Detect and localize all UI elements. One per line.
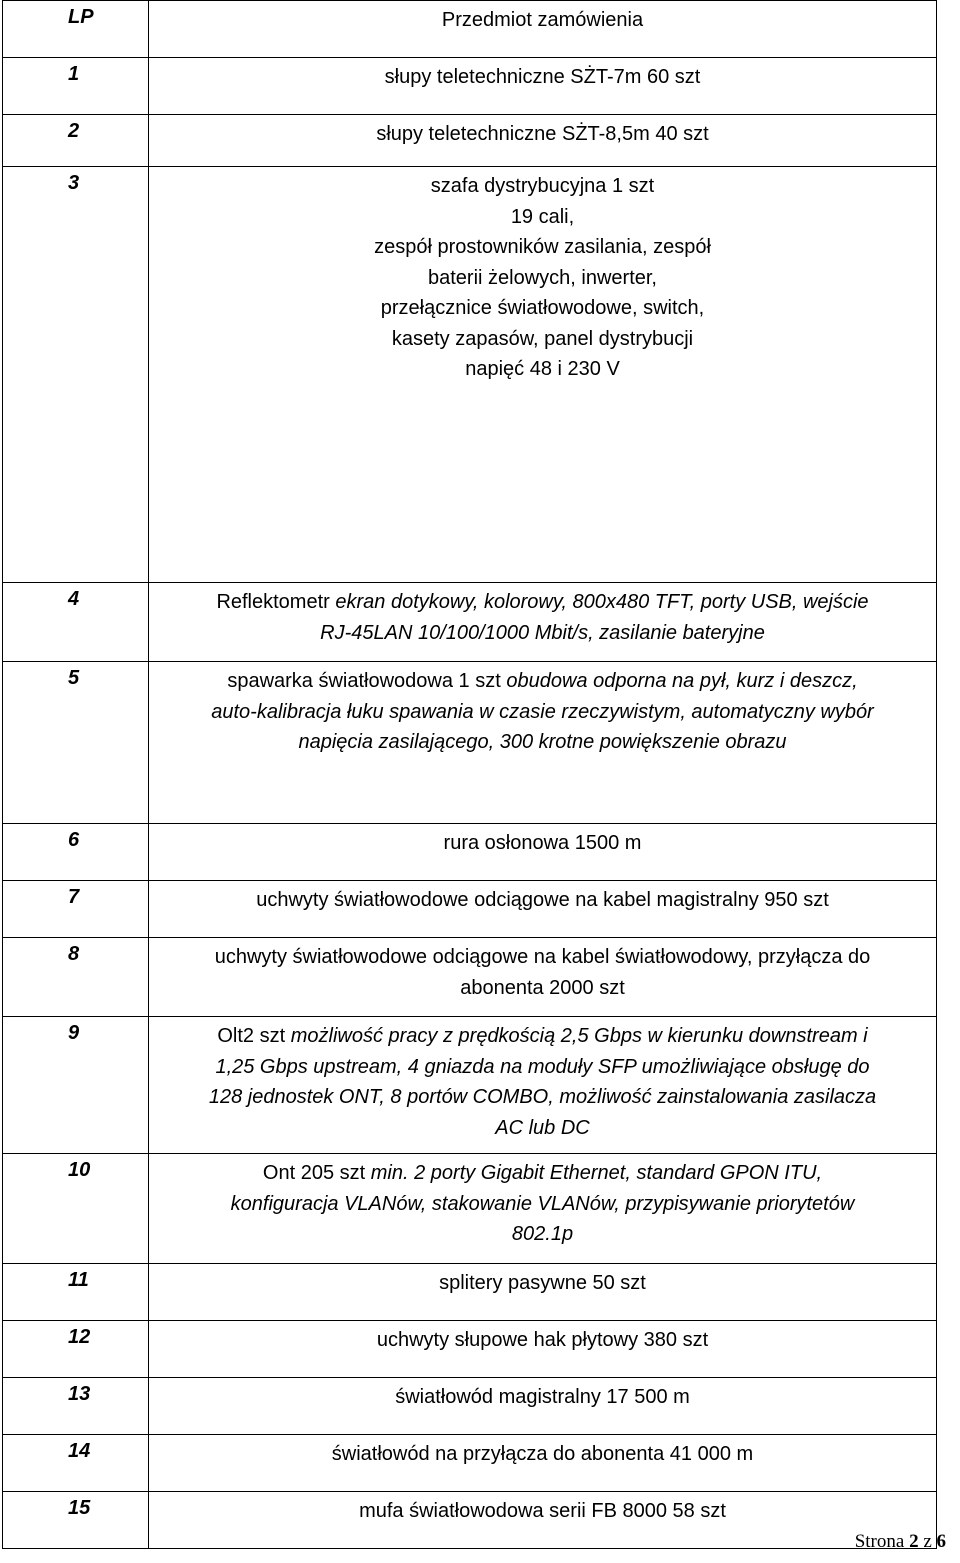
row-description bbox=[149, 115, 937, 167]
line-text: Ont 205 szt bbox=[262, 1162, 371, 1184]
table-row bbox=[3, 881, 937, 938]
row-number: 4 bbox=[3, 583, 149, 662]
line-text-italic: RJ-45LAN 10/100/1000 Mbit/s, zasilanie bateryjne bbox=[320, 621, 765, 644]
line-text-italic: napięcia zasilającego, 300 krotne powiększenie obrazu bbox=[298, 731, 787, 753]
description-line bbox=[155, 324, 930, 355]
row-description bbox=[149, 881, 937, 938]
description-line bbox=[155, 1021, 930, 1052]
row-number: 7 bbox=[3, 881, 149, 938]
row-description bbox=[149, 1492, 937, 1549]
table-row bbox=[3, 1492, 937, 1549]
order-items-table bbox=[2, 0, 937, 1549]
description-line bbox=[155, 885, 930, 916]
table-row bbox=[3, 824, 937, 881]
line-text: słupy teletechniczne SŻT-8,5m 40 szt bbox=[376, 123, 709, 145]
lp-header: LP bbox=[3, 1, 149, 58]
table-row bbox=[3, 1017, 937, 1154]
row-description bbox=[149, 167, 937, 583]
item-header: Przedmiot zamówienia bbox=[149, 1, 937, 58]
line-text: słupy teletechniczne SŻT-7m 60 szt bbox=[384, 66, 701, 88]
line-text: szafa dystrybucyjna 1 szt bbox=[430, 175, 655, 197]
description-line bbox=[155, 202, 930, 233]
line-text: światłowód magistralny 17 500 m bbox=[395, 1386, 690, 1408]
line-text: spawarka światłowodowa 1 szt bbox=[227, 670, 507, 692]
line-text: kasety zapasów, panel dystrybucji bbox=[391, 327, 694, 350]
line-text: abonenta 2000 szt bbox=[460, 976, 625, 999]
row-description bbox=[149, 1264, 937, 1321]
description-line bbox=[155, 232, 930, 263]
row-number: 8 bbox=[3, 938, 149, 1017]
description-line bbox=[155, 666, 930, 697]
description-line bbox=[155, 263, 930, 294]
description-line bbox=[155, 697, 930, 728]
table-row bbox=[3, 938, 937, 1017]
line-text: splitery pasywne 50 szt bbox=[439, 1272, 646, 1294]
row-number: 13 bbox=[3, 1378, 149, 1435]
page-sep: z bbox=[918, 1531, 937, 1552]
table-row bbox=[3, 1435, 937, 1492]
row-description bbox=[149, 583, 937, 662]
line-text-italic: konfiguracja VLANów, stakowanie VLANów, przypisywanie priorytetów bbox=[230, 1192, 855, 1215]
row-description bbox=[149, 662, 937, 824]
description-line bbox=[155, 1082, 930, 1113]
row-number: 1 bbox=[3, 58, 149, 115]
description-line bbox=[155, 1219, 930, 1250]
line-text-italic: 128 jednostek ONT, 8 portów COMBO, możliwość zainstalowania zasilacza bbox=[208, 1086, 877, 1108]
description-line bbox=[155, 1158, 930, 1189]
line-text: uchwyty słupowe hak płytowy 380 szt bbox=[376, 1329, 709, 1351]
description-line bbox=[155, 293, 930, 324]
line-text: uchwyty światłowodowe odciągowe na kabel światłowodowy, przyłącza do bbox=[214, 946, 871, 968]
line-text-italic: możliwość pracy z prędkością 2,5 Gbps w kierunku downstream i bbox=[290, 1025, 868, 1047]
row-description bbox=[149, 58, 937, 115]
description-line bbox=[155, 587, 930, 618]
page-total: 6 bbox=[936, 1531, 946, 1552]
description-line bbox=[155, 828, 930, 859]
description-line bbox=[155, 1052, 930, 1083]
description-line bbox=[155, 973, 930, 1004]
line-text: baterii żelowych, inwerter, bbox=[428, 266, 657, 289]
line-text: 19 cali, bbox=[510, 205, 575, 228]
row-number: 11 bbox=[3, 1264, 149, 1321]
line-text-italic: ekran dotykowy, kolorowy, 800x480 TFT, porty USB, wejście bbox=[335, 591, 869, 613]
description-line bbox=[155, 727, 930, 758]
line-text-italic: min. 2 porty Gigabit Ethernet, standard GPON ITU, bbox=[370, 1162, 823, 1184]
line-text: napięć 48 i 230 V bbox=[465, 358, 620, 380]
table-row bbox=[3, 1264, 937, 1321]
line-text-italic: 1,25 Gbps upstream, 4 gniazda na moduły SFP umożliwiające obsługę do bbox=[215, 1055, 870, 1078]
page-prefix: Strona bbox=[854, 1531, 910, 1552]
table-row bbox=[3, 583, 937, 662]
line-text: rura osłonowa 1500 m bbox=[443, 832, 642, 854]
description-line bbox=[155, 1113, 930, 1144]
table-row bbox=[3, 1154, 937, 1264]
row-number: 9 bbox=[3, 1017, 149, 1154]
row-description bbox=[149, 1154, 937, 1264]
line-text: zespół prostowników zasilania, zespół bbox=[374, 236, 711, 258]
row-number: 5 bbox=[3, 662, 149, 824]
table-row bbox=[3, 662, 937, 824]
description-line bbox=[155, 1439, 930, 1470]
row-number: 2 bbox=[3, 115, 149, 167]
description-line bbox=[155, 62, 930, 93]
table-row bbox=[3, 58, 937, 115]
page-number bbox=[855, 1531, 946, 1553]
row-description bbox=[149, 824, 937, 881]
description-line bbox=[155, 119, 930, 150]
description-line bbox=[155, 1268, 930, 1299]
description-line bbox=[155, 1189, 930, 1220]
row-number: 14 bbox=[3, 1435, 149, 1492]
description-line bbox=[155, 1325, 930, 1356]
row-description bbox=[149, 1321, 937, 1378]
row-number: 15 bbox=[3, 1492, 149, 1549]
line-text: światłowód na przyłącza do abonenta 41 000 m bbox=[331, 1443, 754, 1465]
row-number: 3 bbox=[3, 167, 149, 583]
page-current: 2 bbox=[909, 1531, 919, 1552]
table-row bbox=[3, 167, 937, 583]
row-description bbox=[149, 938, 937, 1017]
table-header-row bbox=[3, 1, 937, 58]
table-row bbox=[3, 1378, 937, 1435]
line-text: Reflektometr bbox=[216, 591, 336, 613]
description-line bbox=[155, 1382, 930, 1413]
line-text: Olt2 szt bbox=[217, 1025, 291, 1047]
description-line bbox=[155, 942, 930, 973]
description-line bbox=[155, 171, 930, 202]
row-number: 10 bbox=[3, 1154, 149, 1264]
row-description bbox=[149, 1017, 937, 1154]
row-description bbox=[149, 1435, 937, 1492]
line-text-italic: AC lub DC bbox=[495, 1116, 590, 1139]
table-row bbox=[3, 1321, 937, 1378]
line-text-italic: obudowa odporna na pył, kurz i deszcz, bbox=[506, 670, 858, 692]
table-row bbox=[3, 115, 937, 167]
line-text-italic: auto-kalibracja łuku spawania w czasie rzeczywistym, automatyczny wybór bbox=[211, 700, 874, 723]
line-text-italic: 802.1p bbox=[511, 1223, 574, 1245]
description-line bbox=[155, 1496, 930, 1527]
description-line bbox=[155, 618, 930, 649]
row-description bbox=[149, 1378, 937, 1435]
row-number: 6 bbox=[3, 824, 149, 881]
line-text: przełącznice światłowodowe, switch, bbox=[380, 297, 705, 319]
line-text: mufa światłowodowa serii FB 8000 58 szt bbox=[359, 1500, 726, 1522]
description-line bbox=[155, 354, 930, 385]
line-text: uchwyty światłowodowe odciągowe na kabel magistralny 950 szt bbox=[256, 889, 829, 911]
row-number: 12 bbox=[3, 1321, 149, 1378]
